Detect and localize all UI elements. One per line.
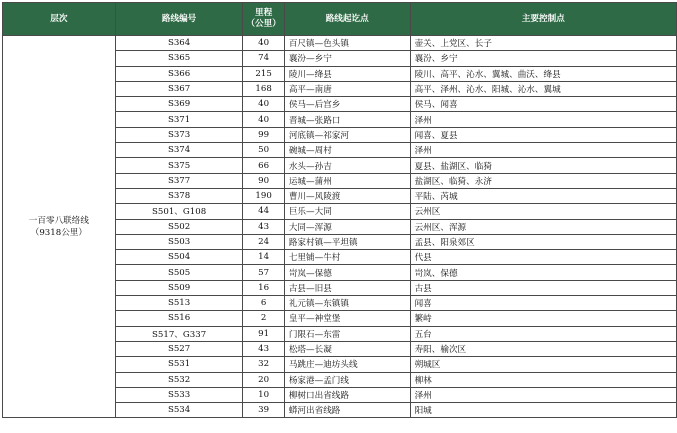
control-points-cell: 寿阳、榆次区 — [410, 341, 676, 356]
route-number-cell: S503 — [115, 234, 243, 249]
route-number-cell: S516 — [115, 311, 243, 326]
length-cell: 40 — [243, 97, 284, 112]
length-cell: 74 — [243, 51, 284, 66]
route-number-cell: S532 — [115, 372, 243, 387]
route-number-cell: S534 — [115, 403, 243, 418]
route-endpoints-cell: 大同—浑源 — [284, 219, 410, 234]
control-points-cell: 闻喜、夏县 — [410, 127, 676, 142]
length-cell: 168 — [243, 81, 284, 96]
length-cell: 10 — [243, 387, 284, 402]
length-cell: 57 — [243, 265, 284, 280]
route-endpoints-cell: 晋城—张路口 — [284, 112, 410, 127]
route-number-cell: S502 — [115, 219, 243, 234]
route-endpoints-cell: 侯马—后宫乡 — [284, 97, 410, 112]
route-endpoints-cell: 巨乐—大同 — [284, 204, 410, 219]
route-number-cell: S501、G108 — [115, 204, 243, 219]
control-points-cell: 五台 — [410, 326, 676, 341]
length-cell: 39 — [243, 403, 284, 418]
control-points-cell: 柳林 — [410, 372, 676, 387]
control-points-cell: 襄汾、乡宁 — [410, 51, 676, 66]
control-points-cell: 闻喜 — [410, 296, 676, 311]
route-number-cell: S373 — [115, 127, 243, 142]
header-tier: 层次 — [3, 3, 116, 36]
control-points-cell: 繁峙 — [410, 311, 676, 326]
control-points-cell: 阳城 — [410, 403, 676, 418]
length-cell: 190 — [243, 188, 284, 203]
route-endpoints-cell: 曹川—风陵渡 — [284, 188, 410, 203]
route-number-cell: S369 — [115, 97, 243, 112]
route-endpoints-cell: 襄汾—乡宁 — [284, 51, 410, 66]
route-endpoints-cell: 松塔—长凝 — [284, 341, 410, 356]
length-cell: 40 — [243, 112, 284, 127]
header-length — [243, 3, 284, 36]
route-number-cell: S531 — [115, 357, 243, 372]
route-endpoints-cell: 陵川—绛县 — [284, 66, 410, 81]
route-number-cell: S505 — [115, 265, 243, 280]
control-points-cell: 泽州 — [410, 143, 676, 158]
tier-cell — [3, 36, 116, 418]
route-number-cell: S504 — [115, 250, 243, 265]
control-points-cell: 云州区、浑源 — [410, 219, 676, 234]
route-endpoints-cell: 碗城—周村 — [284, 143, 410, 158]
route-number-cell: S374 — [115, 143, 243, 158]
length-cell: 20 — [243, 372, 284, 387]
control-points-cell: 陵川、高平、沁水、翼城、曲沃、绛县 — [410, 66, 676, 81]
route-table — [2, 2, 677, 418]
control-points-cell: 古县 — [410, 280, 676, 295]
length-cell: 215 — [243, 66, 284, 81]
length-cell: 16 — [243, 280, 284, 295]
length-cell: 6 — [243, 296, 284, 311]
length-cell: 24 — [243, 234, 284, 249]
route-number-cell: S517、G337 — [115, 326, 243, 341]
route-number-cell: S513 — [115, 296, 243, 311]
control-points-cell: 盐湖区、临猗、永济 — [410, 173, 676, 188]
route-endpoints-cell: 古县—旧县 — [284, 280, 410, 295]
control-points-cell: 高平、泽州、沁水、阳城、沁水、翼城 — [410, 81, 676, 96]
route-endpoints-cell: 水头—孙吉 — [284, 158, 410, 173]
route-number-cell: S378 — [115, 188, 243, 203]
control-points-cell: 朔城区 — [410, 357, 676, 372]
control-points-cell: 夏县、盐湖区、临猗 — [410, 158, 676, 173]
tier-label-line2: （9318公里） — [30, 227, 87, 238]
route-number-cell: S509 — [115, 280, 243, 295]
route-endpoints-cell: 运城—蒲州 — [284, 173, 410, 188]
tier-label-line1: 一百零八联络线 — [28, 215, 89, 226]
route-endpoints-cell: 蟒河出省线路 — [284, 403, 410, 418]
route-endpoints-cell: 皇平—神堂堡 — [284, 311, 410, 326]
route-number-cell: S367 — [115, 81, 243, 96]
route-number-cell: S366 — [115, 66, 243, 81]
control-points-cell: 泽州 — [410, 112, 676, 127]
length-cell: 66 — [243, 158, 284, 173]
route-endpoints-cell: 七里铺—牛村 — [284, 250, 410, 265]
route-number-cell: S371 — [115, 112, 243, 127]
route-endpoints-cell: 门限石—东雷 — [284, 326, 410, 341]
header-route-no: 路线编号 — [115, 3, 243, 36]
length-cell: 99 — [243, 127, 284, 142]
length-cell: 14 — [243, 250, 284, 265]
length-cell: 90 — [243, 173, 284, 188]
header-control-points: 主要控制点 — [410, 3, 676, 36]
length-cell: 43 — [243, 219, 284, 234]
control-points-cell: 平陆、芮城 — [410, 188, 676, 203]
control-points-cell: 云州区 — [410, 204, 676, 219]
length-cell: 32 — [243, 357, 284, 372]
control-points-cell: 孟县、阳泉郊区 — [410, 234, 676, 249]
route-endpoints-cell: 岢岚—保德 — [284, 265, 410, 280]
length-cell: 91 — [243, 326, 284, 341]
route-number-cell: S377 — [115, 173, 243, 188]
control-points-cell: 代县 — [410, 250, 676, 265]
control-points-cell: 壶关、上党区、长子 — [410, 36, 676, 51]
table-row — [3, 36, 677, 51]
route-endpoints-cell: 马跳庄—迪坊头线 — [284, 357, 410, 372]
route-number-cell: S527 — [115, 341, 243, 356]
route-endpoints-cell: 河底镇—祁家河 — [284, 127, 410, 142]
route-number-cell: S375 — [115, 158, 243, 173]
table-body — [3, 36, 677, 418]
route-endpoints-cell: 杨家港—孟门线 — [284, 372, 410, 387]
control-points-cell: 侯马、闻喜 — [410, 97, 676, 112]
header-length-line2: （公里） — [246, 19, 281, 29]
route-endpoints-cell: 百尺镇—色头镇 — [284, 36, 410, 51]
length-cell: 43 — [243, 341, 284, 356]
route-endpoints-cell: 礼元镇—东镇镇 — [284, 296, 410, 311]
route-endpoints-cell: 柳树口出省线路 — [284, 387, 410, 402]
control-points-cell: 泽州 — [410, 387, 676, 402]
route-number-cell: S365 — [115, 51, 243, 66]
length-cell: 2 — [243, 311, 284, 326]
control-points-cell: 岢岚、保德 — [410, 265, 676, 280]
length-cell: 40 — [243, 36, 284, 51]
route-number-cell: S533 — [115, 387, 243, 402]
header-row — [3, 3, 677, 36]
length-cell: 44 — [243, 204, 284, 219]
route-endpoints-cell: 高平—南唐 — [284, 81, 410, 96]
header-start-end: 路线起讫点 — [284, 3, 410, 36]
route-endpoints-cell: 路家村镇—平坦镇 — [284, 234, 410, 249]
route-number-cell: S364 — [115, 36, 243, 51]
header-length-line1: 里程 — [255, 8, 273, 18]
length-cell: 50 — [243, 143, 284, 158]
